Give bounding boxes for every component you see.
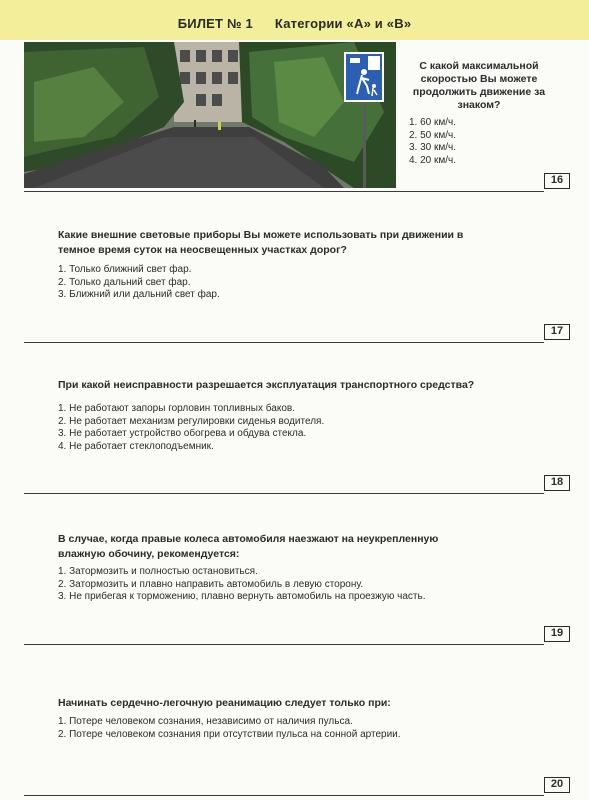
ticket-categories: Категории «А» и «В» xyxy=(274,16,412,31)
answer-option[interactable]: 2. Только дальний свет фар. xyxy=(58,276,191,288)
question-16-photo xyxy=(24,42,396,188)
answer-option[interactable]: 3. Не работает устройство обогрева и обдува стекла. xyxy=(58,428,307,439)
question-19-text: В случае, когда правые колеса автомобиля наезжают на неукрепленную влажную обочину, рекомендуется: xyxy=(58,533,439,560)
question-19-answers xyxy=(58,566,528,604)
divider xyxy=(24,795,544,796)
question-18-answers xyxy=(58,403,528,453)
answer-option[interactable]: 1. Потере человеком сознания, независимо от наличия пульса. xyxy=(58,716,353,727)
ticket-title xyxy=(0,16,589,31)
answer-option[interactable]: 3. Ближний или дальний свет фар. xyxy=(58,289,220,300)
ticket-number: БИЛЕТ № 1 xyxy=(177,16,253,31)
answer-option[interactable]: 2. Затормозить и плавно направить автомобиль в левую сторону. xyxy=(58,578,364,590)
road-photo xyxy=(24,42,396,188)
divider xyxy=(24,493,544,494)
answer-option[interactable]: 1. Затормозить и полностью остановиться. xyxy=(58,566,258,577)
question-20-answers xyxy=(58,716,528,741)
question-number-17: 17 xyxy=(544,324,570,340)
question-16-text: С какой максимальной скоростью Вы можете продолжить движение за знаком? xyxy=(412,60,546,111)
answer-option[interactable]: 3. Не прибегая к торможению, плавно вернуть автомобиль на проезжую часть. xyxy=(58,591,426,602)
divider xyxy=(24,342,544,343)
question-17-text: Какие внешние световые приборы Вы можете использовать при движении в темное время суток на неосвещенных участках дорог? xyxy=(58,229,464,256)
answer-option[interactable]: 4. Не работает стеклоподъемник. xyxy=(58,440,214,452)
ticket-header xyxy=(0,0,589,40)
question-number-18: 18 xyxy=(544,475,570,491)
question-number-19: 19 xyxy=(544,626,570,642)
answer-option[interactable]: 1. Не работают запоры горловин топливных баков. xyxy=(58,403,295,414)
answer-option[interactable]: 2. 50 км/ч. xyxy=(409,129,457,141)
question-17-answers xyxy=(58,264,528,302)
answer-option[interactable]: 1. Только ближний свет фар. xyxy=(58,264,192,275)
answer-option[interactable]: 1. 60 км/ч. xyxy=(409,117,457,128)
answer-option[interactable]: 2. Не работает механизм регулировки сиденья водителя. xyxy=(58,415,325,427)
answer-option[interactable]: 2. Потере человеком сознания при отсутствии пульса на сонной артерии. xyxy=(58,728,401,740)
question-number-20: 20 xyxy=(544,777,570,793)
divider xyxy=(24,191,544,192)
divider xyxy=(24,644,544,645)
question-number-16: 16 xyxy=(544,173,570,189)
question-20-text: Начинать сердечно-легочную реанимацию следует только при: xyxy=(58,697,391,709)
question-16-answers xyxy=(409,117,549,167)
answer-option[interactable]: 3. 30 км/ч. xyxy=(409,142,457,153)
answer-option[interactable]: 4. 20 км/ч. xyxy=(409,154,457,166)
question-18-text: При какой неисправности разрешается эксплуатация транспортного средства? xyxy=(58,379,475,391)
